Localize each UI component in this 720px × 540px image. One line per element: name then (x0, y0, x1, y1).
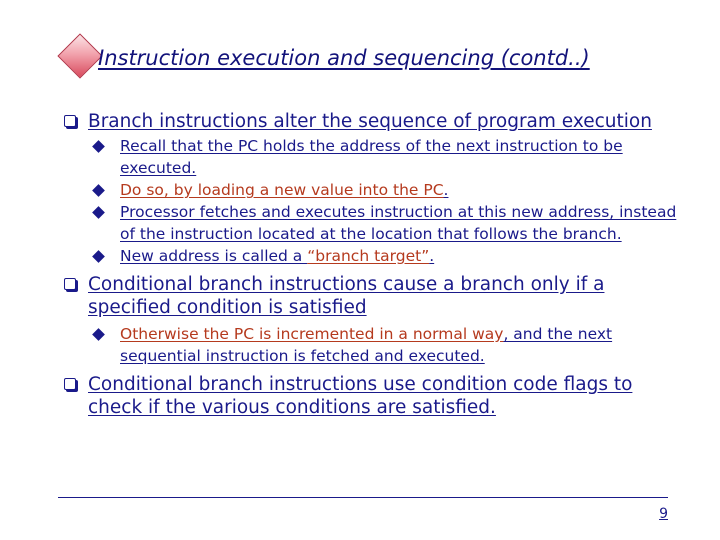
sub-bullet-1-4 (120, 245, 682, 267)
bullet-3 (62, 373, 682, 419)
sub-bullet-1-2 (120, 179, 682, 201)
diamond-bullet-icon (92, 140, 105, 153)
bullet-1 (62, 110, 682, 133)
checkbox-bullet-icon (64, 115, 76, 127)
page-number: 9 (659, 506, 668, 522)
bullet-1-text: Branch instructions alter the sequence of program execution (88, 111, 652, 132)
sub-bullet-text: Recall that the PC holds the address of the next instruction to be executed. (120, 137, 623, 177)
sub-bullet-text: New address is called a (120, 247, 308, 265)
checkbox-bullet-icon (64, 378, 76, 390)
slide-content (62, 110, 682, 419)
sub-bullet-1-3 (120, 201, 682, 245)
footer-divider (58, 497, 668, 498)
slide-title-row (58, 34, 658, 84)
checkbox-bullet-icon (64, 278, 76, 290)
branch-target-term: “branch target” (307, 247, 430, 265)
bullet-2 (62, 273, 682, 319)
slide-title: Instruction execution and sequencing (contd..) (98, 46, 590, 70)
diamond-icon (57, 33, 102, 78)
sub-bullet-1-1 (120, 135, 682, 179)
diamond-bullet-icon (92, 328, 105, 341)
sub-bullet-2-1 (120, 323, 682, 367)
diamond-bullet-icon (92, 250, 105, 263)
bullet-2-text: Conditional branch instructions cause a branch only if a specified condition is satisfied (88, 274, 605, 318)
diamond-bullet-icon (92, 206, 105, 219)
sub-bullet-suffix: , and the next sequential instruction is fetched and executed. (120, 325, 613, 365)
sub-bullet-text: Processor fetches and executes instruction at this new address, instead of the instruction located at the location that follows the branch. (120, 203, 677, 243)
sub-bullet-suffix: . (443, 181, 449, 199)
sub-bullet-text: Otherwise the PC is incremented in a normal way (120, 325, 504, 343)
bullet-3-text: Conditional branch instructions use condition code flags to check if the various conditions are satisfied. (88, 374, 633, 418)
sub-bullet-text: Do so, by loading a new value into the PC (120, 181, 444, 199)
diamond-bullet-icon (92, 184, 105, 197)
sub-bullet-suffix: . (429, 247, 435, 265)
